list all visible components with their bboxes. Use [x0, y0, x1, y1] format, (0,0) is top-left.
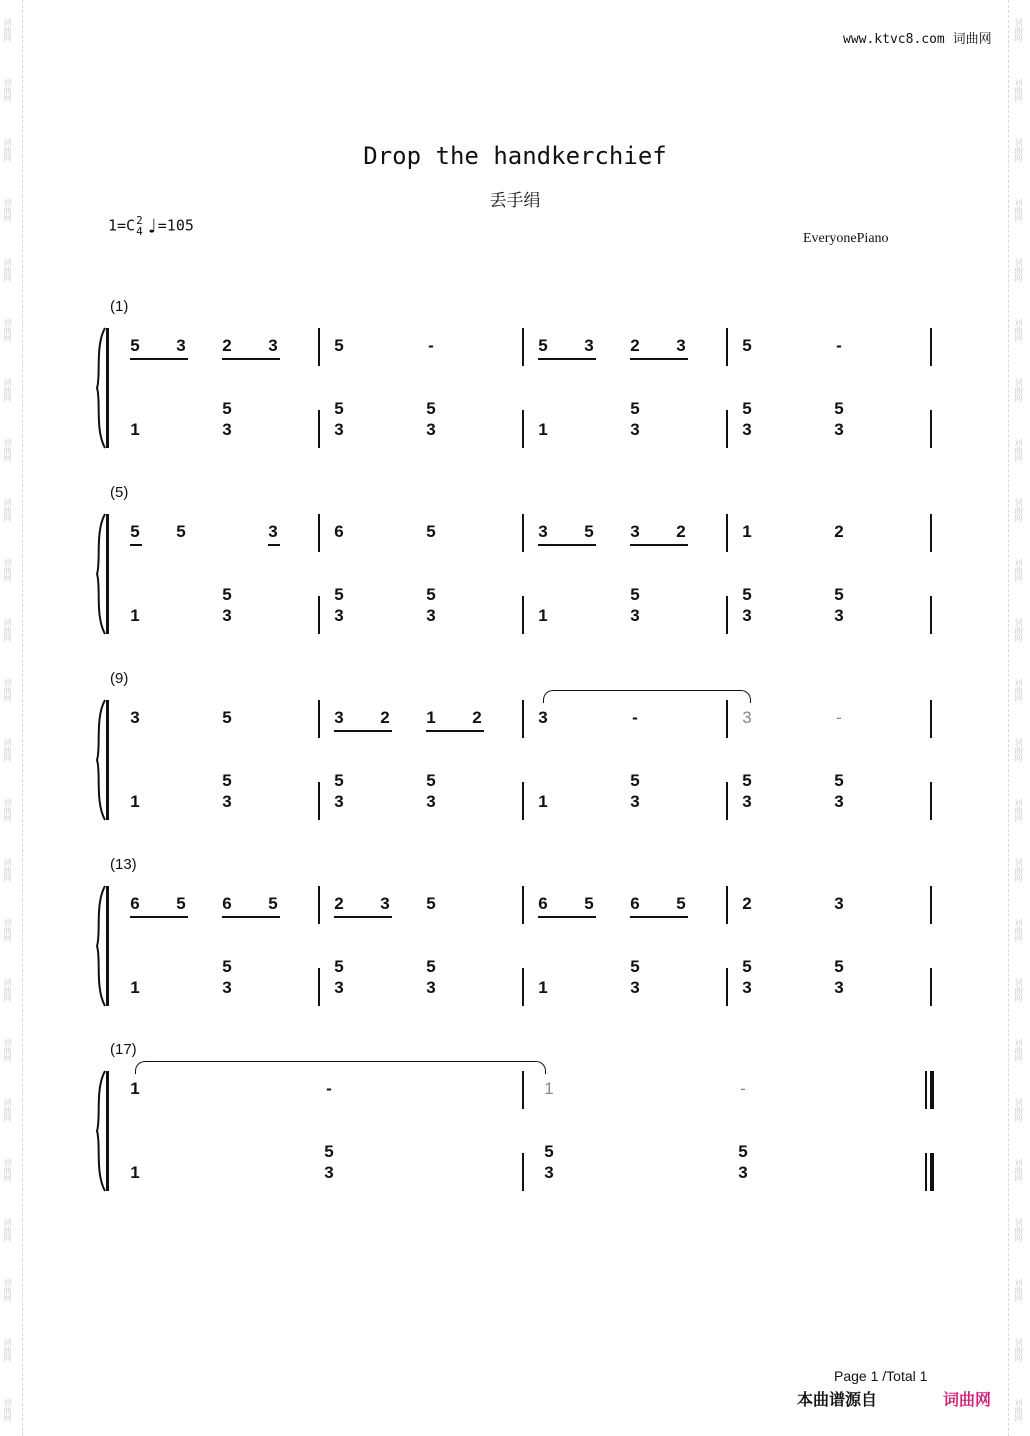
- bass-note: [536, 605, 550, 626]
- barline: [318, 968, 320, 1006]
- chord-tone: 3: [222, 420, 232, 439]
- chord-tone: 3: [834, 420, 844, 439]
- eighth-beam: [538, 358, 596, 360]
- watermark-text: 词曲网: [1014, 18, 1023, 42]
- chord-tone: 5: [426, 585, 436, 604]
- sustain-dash: -: [836, 336, 842, 355]
- chord-tone: 1: [130, 420, 140, 439]
- treble-note: 5: [676, 894, 686, 913]
- eighth-beam: [130, 544, 142, 546]
- chord-tone: 5: [742, 771, 752, 790]
- barline: [522, 596, 524, 634]
- bass-chord: [332, 398, 346, 440]
- treble-note: 2: [222, 336, 232, 355]
- watermark-text: 词曲网: [3, 258, 12, 282]
- chord-tone: 3: [222, 978, 232, 997]
- barline: [522, 410, 524, 448]
- bass-chord: [332, 770, 346, 812]
- site-url[interactable]: www.ktvc8.com 词曲网: [843, 32, 992, 47]
- treble-note: 6: [538, 894, 548, 913]
- site-logo[interactable]: 词曲网: [943, 1392, 992, 1409]
- bass-note: [128, 977, 142, 998]
- watermark-text: 词曲网: [3, 1338, 12, 1362]
- measure-number: (13): [110, 856, 137, 873]
- eighth-beam: [334, 916, 392, 918]
- treble-note: 5: [176, 522, 186, 541]
- treble-note: 3: [538, 522, 548, 541]
- chord-tone: 5: [742, 585, 752, 604]
- treble-note: 1: [130, 1079, 140, 1098]
- watermark-text: 词曲网: [3, 918, 12, 942]
- watermark-text: 词曲网: [1014, 1098, 1023, 1122]
- chord-tone: 5: [222, 957, 232, 976]
- barline: [318, 782, 320, 820]
- tempo-value: =105: [157, 216, 194, 235]
- barline: [930, 410, 932, 448]
- watermark-text: 词曲网: [1014, 1338, 1023, 1362]
- bass-chord: [424, 398, 438, 440]
- chord-tone: 3: [544, 1163, 554, 1182]
- watermark-text: 词曲网: [1014, 78, 1023, 102]
- treble-note: 2: [630, 336, 640, 355]
- watermark-text: 词曲网: [3, 798, 12, 822]
- eighth-beam: [222, 916, 280, 918]
- treble-note: 6: [222, 894, 232, 913]
- watermark-text: 词曲网: [1014, 438, 1023, 462]
- barline: [522, 968, 524, 1006]
- final-barline: [925, 1153, 927, 1191]
- treble-note: 6: [630, 894, 640, 913]
- treble-note: 2: [742, 894, 752, 913]
- bass-chord: [628, 398, 642, 440]
- sustain-dash: -: [632, 708, 638, 727]
- sustain-dash: -: [740, 1079, 746, 1098]
- chord-tone: 3: [334, 420, 344, 439]
- watermark-text: 词曲网: [3, 618, 12, 642]
- measure-number: (5): [110, 484, 129, 501]
- watermark-text: 词曲网: [1014, 138, 1023, 162]
- tie-arc: [135, 1061, 546, 1074]
- chord-tone: 5: [834, 399, 844, 418]
- barline: [930, 328, 932, 366]
- watermark-text: 词曲网: [3, 198, 12, 222]
- chord-tone: 3: [742, 420, 752, 439]
- final-barline: [925, 1071, 927, 1109]
- chord-tone: 3: [222, 606, 232, 625]
- watermark-text: 词曲网: [1014, 1398, 1023, 1422]
- watermark-text: 词曲网: [1014, 978, 1023, 1002]
- chord-tone: 1: [538, 978, 548, 997]
- treble-note: 5: [222, 708, 232, 727]
- chord-tone: 5: [834, 957, 844, 976]
- watermark-text: 词曲网: [3, 1158, 12, 1182]
- bass-note: [128, 605, 142, 626]
- barline: [318, 596, 320, 634]
- chord-tone: 5: [222, 771, 232, 790]
- chord-tone: 3: [630, 978, 640, 997]
- treble-note: 3: [538, 708, 548, 727]
- treble-note: 3: [334, 708, 344, 727]
- watermark-text: 词曲网: [1014, 1158, 1023, 1182]
- watermark-text: 词曲网: [1014, 918, 1023, 942]
- watermark-text: 词曲网: [1014, 1038, 1023, 1062]
- bass-note: [128, 419, 142, 440]
- eighth-beam: [630, 358, 688, 360]
- barline: [726, 514, 728, 552]
- chord-tone: 5: [630, 585, 640, 604]
- chord-tone: 3: [742, 606, 752, 625]
- sustain-dash: -: [326, 1079, 332, 1098]
- arranger: EveryonePiano: [803, 231, 889, 246]
- chord-tone: 5: [630, 399, 640, 418]
- time-bottom: 4: [136, 225, 143, 238]
- bass-chord: [740, 770, 754, 812]
- chord-tone: 5: [222, 585, 232, 604]
- chord-tone: 5: [742, 957, 752, 976]
- treble-note: 2: [472, 708, 482, 727]
- bass-chord: [220, 584, 234, 626]
- barline: [726, 968, 728, 1006]
- treble-note: 3: [268, 522, 278, 541]
- time-signature: [136, 215, 143, 237]
- watermark-text: 词曲网: [1014, 558, 1023, 582]
- chord-tone: 1: [130, 792, 140, 811]
- treble-note: 5: [130, 336, 140, 355]
- eighth-beam: [268, 544, 280, 546]
- bass-chord: [736, 1141, 750, 1183]
- chord-tone: 5: [426, 957, 436, 976]
- eighth-beam: [630, 916, 688, 918]
- bass-chord: [332, 956, 346, 998]
- chord-tone: 3: [426, 978, 436, 997]
- treble-note: 5: [426, 522, 436, 541]
- chord-tone: 1: [130, 978, 140, 997]
- bass-chord: [424, 770, 438, 812]
- bass-chord: [332, 584, 346, 626]
- barline: [318, 514, 320, 552]
- bass-chord: [424, 584, 438, 626]
- treble-note: 5: [268, 894, 278, 913]
- treble-note: 2: [676, 522, 686, 541]
- sustain-dash: -: [428, 336, 434, 355]
- time-top: 2: [136, 214, 143, 227]
- watermark-text: 词曲网: [3, 318, 12, 342]
- treble-note: 3: [834, 894, 844, 913]
- barline: [726, 782, 728, 820]
- chord-tone: 5: [334, 771, 344, 790]
- barline: [726, 596, 728, 634]
- treble-note: 2: [334, 894, 344, 913]
- treble-note: 3: [176, 336, 186, 355]
- system-start-bar: [106, 1071, 109, 1191]
- eighth-beam: [630, 544, 688, 546]
- chord-tone: 5: [630, 771, 640, 790]
- watermark-text: 词曲网: [1014, 378, 1023, 402]
- chord-tone: 5: [426, 771, 436, 790]
- watermark-text: 词曲网: [3, 18, 12, 42]
- score-system: [0, 298, 1030, 458]
- treble-note: 1: [544, 1079, 554, 1098]
- bass-chord: [740, 584, 754, 626]
- score-system: [0, 856, 1030, 1016]
- treble-note: 5: [584, 894, 594, 913]
- chord-tone: 5: [334, 585, 344, 604]
- treble-note: 2: [834, 522, 844, 541]
- chord-tone: 3: [426, 606, 436, 625]
- watermark-text: 词曲网: [3, 1038, 12, 1062]
- watermark-text: 词曲网: [3, 1098, 12, 1122]
- chord-tone: 3: [324, 1163, 334, 1182]
- chord-tone: 1: [130, 1163, 140, 1182]
- chord-tone: 3: [738, 1163, 748, 1182]
- treble-note: 5: [176, 894, 186, 913]
- source-label: 本曲谱源自: [797, 1392, 878, 1409]
- sustain-dash: -: [836, 708, 842, 727]
- watermark-text: 词曲网: [1014, 858, 1023, 882]
- watermark-text: 词曲网: [3, 1398, 12, 1422]
- barline: [318, 328, 320, 366]
- bass-chord: [220, 770, 234, 812]
- bass-chord: [220, 956, 234, 998]
- bass-chord: [220, 398, 234, 440]
- chord-tone: 3: [834, 978, 844, 997]
- barline: [318, 410, 320, 448]
- tie-arc: [543, 690, 751, 703]
- barline: [522, 782, 524, 820]
- watermark-text: 词曲网: [3, 1278, 12, 1302]
- barline: [930, 782, 932, 820]
- eighth-beam: [130, 358, 188, 360]
- watermark-text: 词曲网: [1014, 1278, 1023, 1302]
- bass-chord: [832, 956, 846, 998]
- eighth-beam: [538, 544, 596, 546]
- treble-note: 3: [676, 336, 686, 355]
- bass-chord: [832, 584, 846, 626]
- treble-note: 5: [426, 894, 436, 913]
- watermark-text: 词曲网: [1014, 258, 1023, 282]
- watermark-text: 词曲网: [3, 78, 12, 102]
- chord-tone: 3: [334, 606, 344, 625]
- chord-tone: 3: [742, 978, 752, 997]
- system-start-bar: [106, 886, 109, 1006]
- treble-note: 3: [742, 708, 752, 727]
- watermark-text: 词曲网: [1014, 198, 1023, 222]
- chord-tone: 1: [538, 792, 548, 811]
- chord-tone: 3: [630, 420, 640, 439]
- watermark-text: 词曲网: [1014, 1218, 1023, 1242]
- watermark-text: 词曲网: [1014, 738, 1023, 762]
- chord-tone: 3: [630, 606, 640, 625]
- chord-tone: 3: [630, 792, 640, 811]
- watermark-text: 词曲网: [3, 138, 12, 162]
- treble-note: 5: [130, 522, 140, 541]
- chord-tone: 3: [834, 792, 844, 811]
- treble-note: 5: [584, 522, 594, 541]
- bass-chord: [542, 1141, 556, 1183]
- treble-note: 3: [268, 336, 278, 355]
- treble-note: 6: [334, 522, 344, 541]
- chord-tone: 5: [334, 957, 344, 976]
- chord-tone: 5: [324, 1142, 334, 1161]
- bass-chord: [628, 584, 642, 626]
- eighth-beam: [334, 730, 392, 732]
- chord-tone: 3: [334, 978, 344, 997]
- bass-note: [536, 977, 550, 998]
- watermark-text: 词曲网: [3, 678, 12, 702]
- watermark-text: 词曲网: [3, 978, 12, 1002]
- system-start-bar: [106, 700, 109, 820]
- watermark-text: 词曲网: [3, 858, 12, 882]
- barline: [318, 700, 320, 738]
- chord-tone: 3: [426, 420, 436, 439]
- watermark-text: 词曲网: [1014, 678, 1023, 702]
- barline: [522, 514, 524, 552]
- bass-note: [128, 791, 142, 812]
- watermark-text: 词曲网: [3, 738, 12, 762]
- treble-note: 2: [380, 708, 390, 727]
- eighth-beam: [538, 916, 596, 918]
- barline: [522, 1071, 524, 1109]
- barline: [522, 886, 524, 924]
- bass-chord: [322, 1141, 336, 1183]
- page-indicator: Page 1 /Total 1: [834, 1368, 928, 1384]
- barline: [726, 328, 728, 366]
- system-start-bar: [106, 328, 109, 448]
- chord-tone: 5: [630, 957, 640, 976]
- barline: [522, 328, 524, 366]
- barline: [522, 1153, 524, 1191]
- bass-chord: [832, 770, 846, 812]
- barline: [930, 514, 932, 552]
- watermark-text: 词曲网: [3, 378, 12, 402]
- bass-chord: [628, 956, 642, 998]
- bass-chord: [832, 398, 846, 440]
- chord-tone: 3: [742, 792, 752, 811]
- treble-note: 1: [742, 522, 752, 541]
- treble-note: 6: [130, 894, 140, 913]
- chord-tone: 5: [834, 585, 844, 604]
- barline: [930, 700, 932, 738]
- barline: [726, 886, 728, 924]
- bass-note: [536, 419, 550, 440]
- treble-note: 5: [742, 336, 752, 355]
- barline: [930, 886, 932, 924]
- bass-chord: [740, 956, 754, 998]
- bass-note: [128, 1162, 142, 1183]
- chord-tone: 3: [426, 792, 436, 811]
- treble-note: 3: [130, 708, 140, 727]
- chord-tone: 1: [538, 606, 548, 625]
- treble-note: 1: [426, 708, 436, 727]
- watermark-text: 词曲网: [1014, 498, 1023, 522]
- treble-note: 3: [380, 894, 390, 913]
- treble-note: 3: [584, 336, 594, 355]
- chord-tone: 5: [426, 399, 436, 418]
- measure-number: (1): [110, 298, 129, 315]
- quarter-note-icon: ♩: [145, 214, 158, 238]
- chord-tone: 3: [334, 792, 344, 811]
- barline: [726, 410, 728, 448]
- chord-tone: 3: [834, 606, 844, 625]
- barline: [930, 968, 932, 1006]
- song-subtitle: 丢手绢: [489, 191, 541, 210]
- song-title: Drop the handkerchief: [363, 142, 667, 170]
- watermark-text: 词曲网: [1014, 318, 1023, 342]
- chord-tone: 5: [742, 399, 752, 418]
- watermark-text: 词曲网: [3, 498, 12, 522]
- chord-tone: 5: [222, 399, 232, 418]
- chord-tone: 5: [738, 1142, 748, 1161]
- key-signature: [108, 214, 194, 238]
- chord-tone: 5: [334, 399, 344, 418]
- bass-chord: [628, 770, 642, 812]
- final-barline-thick: [930, 1071, 934, 1109]
- chord-tone: 3: [222, 792, 232, 811]
- bass-chord: [424, 956, 438, 998]
- treble-note: 5: [334, 336, 344, 355]
- watermark-text: 词曲网: [3, 438, 12, 462]
- watermark-text: 词曲网: [1014, 798, 1023, 822]
- final-barline-thick: [930, 1153, 934, 1191]
- eighth-beam: [130, 916, 188, 918]
- chord-tone: 1: [130, 606, 140, 625]
- score-system: [0, 1041, 1030, 1201]
- bass-note: [536, 791, 550, 812]
- chord-tone: 5: [544, 1142, 554, 1161]
- score-system: [0, 670, 1030, 830]
- watermark-text: 词曲网: [1014, 618, 1023, 642]
- system-start-bar: [106, 514, 109, 634]
- chord-tone: 1: [538, 420, 548, 439]
- watermark-text: 词曲网: [3, 558, 12, 582]
- score-system: [0, 484, 1030, 644]
- measure-number: (17): [110, 1041, 137, 1058]
- treble-note: 5: [538, 336, 548, 355]
- watermark-text: 词曲网: [3, 1218, 12, 1242]
- treble-note: 3: [630, 522, 640, 541]
- eighth-beam: [426, 730, 484, 732]
- barline: [522, 700, 524, 738]
- bass-chord: [740, 398, 754, 440]
- barline: [318, 886, 320, 924]
- key-prefix: 1=C: [108, 216, 136, 235]
- measure-number: (9): [110, 670, 129, 687]
- eighth-beam: [222, 358, 280, 360]
- barline: [726, 700, 728, 738]
- chord-tone: 5: [834, 771, 844, 790]
- barline: [930, 596, 932, 634]
